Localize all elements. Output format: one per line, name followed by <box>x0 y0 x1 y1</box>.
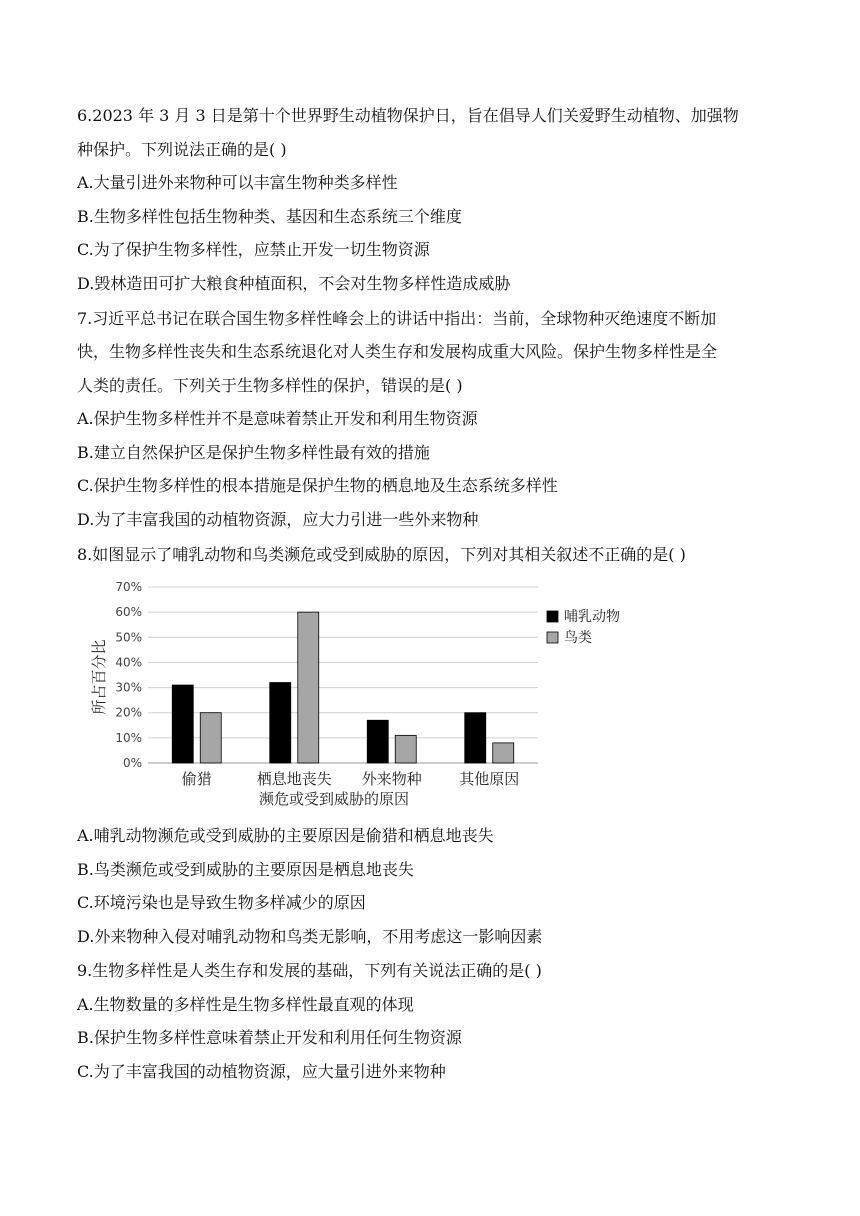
q7-stem-line-1: 7.习近平总书记在联合国生物多样性峰会上的讲话中指出：当前，全球物种灭绝速度不断加 <box>77 309 717 328</box>
y-tick-label: 70% <box>115 580 142 594</box>
y-tick-label: 30% <box>115 680 142 695</box>
legend-label-birds: 鸟类 <box>564 630 592 646</box>
bar-birds <box>200 713 221 763</box>
q6-stem-line-1: 6.2023 年 3 月 3 日是第十个世界野生动植物保护日，旨在倡导人们关爱野生动植物、加强物 <box>77 106 739 125</box>
x-axis-label: 濒危或受到威胁的原因 <box>258 790 410 808</box>
q6-option-a: A.大量引进外来物种可以丰富生物种类多样性 <box>77 173 398 192</box>
x-tick-labels <box>182 770 520 788</box>
bar-birds <box>298 612 319 763</box>
chart-svg <box>80 575 660 815</box>
bar-birds <box>395 735 416 763</box>
q6-option-d: D.毁林造田可扩大粮食种植面积，不会对生物多样性造成威胁 <box>77 274 511 293</box>
bar-mammals <box>367 720 388 763</box>
x-tick-label: 其他原因 <box>459 770 520 788</box>
y-axis-label: 所占百分比 <box>90 639 108 715</box>
q7-option-c: C.保护生物多样性的根本措施是保护生物的栖息地及生态系统多样性 <box>77 476 558 495</box>
q6-option-c: C.为了保护生物多样性，应禁止开发一切生物资源 <box>77 240 430 259</box>
y-tick-label: 20% <box>115 705 142 720</box>
q9-option-c: C.为了丰富我国的动植物资源，应大量引进外来物种 <box>77 1062 446 1081</box>
x-tick-label: 偷猎 <box>181 770 212 788</box>
q7-option-b: B.建立自然保护区是保护生物多样性最有效的措施 <box>77 443 430 462</box>
bar-mammals <box>172 685 193 763</box>
q9-stem: 9.生物多样性是人类生存和发展的基础，下列有关说法正确的是( ) <box>77 961 542 980</box>
q6-stem-line-2: 种保护。下列说法正确的是( ) <box>77 140 287 159</box>
y-tick-label: 40% <box>115 655 142 670</box>
legend-swatch-birds <box>547 632 558 643</box>
y-tick-labels <box>115 580 142 770</box>
q7-stem-line-2: 快，生物多样性丧失和生态系统退化对人类生存和发展构成重大风险。保护生物多样性是全 <box>77 342 718 361</box>
y-tick-label: 0% <box>122 756 142 770</box>
y-tick-label: 10% <box>115 730 142 745</box>
q9-option-b: B.保护生物多样性意味着禁止开发和利用任何生物资源 <box>77 1028 462 1047</box>
q8-stem: 8.如图显示了哺乳动物和鸟类濒危或受到威胁的原因，下列对其相关叙述不正确的是( ) <box>77 545 686 564</box>
x-tick-label: 栖息地丧失 <box>256 770 332 788</box>
bar-mammals <box>465 713 486 763</box>
q6-option-b: B.生物多样性包括生物种类、基因和生态系统三个维度 <box>77 207 462 226</box>
y-tick-label: 50% <box>115 630 142 645</box>
q7-option-d: D.为了丰富我国的动植物资源，应大力引进一些外来物种 <box>77 510 479 529</box>
threat-causes-bar-chart <box>80 575 660 815</box>
q9-option-a: A.生物数量的多样性是生物多样性最直观的体现 <box>77 995 414 1014</box>
x-tick-label: 外来物种 <box>361 770 422 788</box>
y-tick-label: 60% <box>115 605 142 620</box>
q8-option-b: B.鸟类濒危或受到威胁的主要原因是栖息地丧失 <box>77 860 414 879</box>
q8-option-d: D.外来物种入侵对哺乳动物和鸟类无影响，不用考虑这一影响因素 <box>77 927 543 946</box>
q8-option-c: C.环境污染也是导致生物多样减少的原因 <box>77 893 366 912</box>
q7-option-a: A.保护生物多样性并不是意味着禁止开发和利用生物资源 <box>77 409 478 428</box>
q7-stem-line-3: 人类的责任。下列关于生物多样性的保护，错误的是( ) <box>77 376 463 395</box>
bar-birds <box>493 743 514 763</box>
legend-label-mammals: 哺乳动物 <box>564 609 620 625</box>
bar-mammals <box>270 683 291 763</box>
chart-legend <box>547 608 620 646</box>
legend-swatch-mammals <box>547 611 558 622</box>
q8-option-a: A.哺乳动物濒危或受到威胁的主要原因是偷猎和栖息地丧失 <box>77 826 494 845</box>
